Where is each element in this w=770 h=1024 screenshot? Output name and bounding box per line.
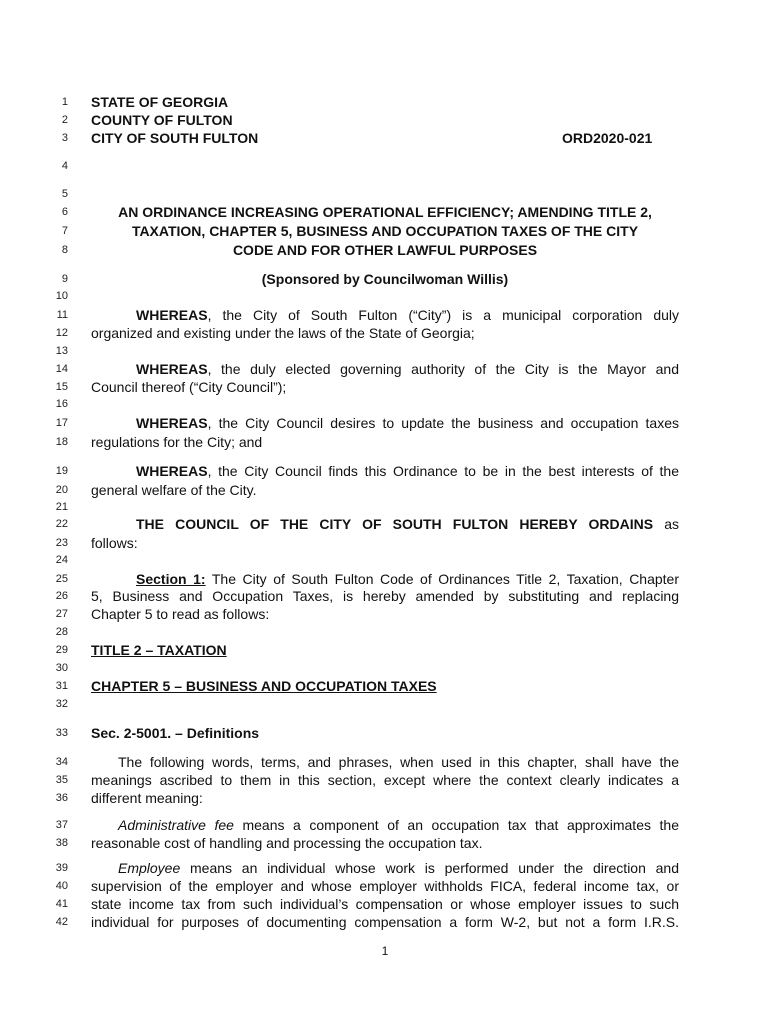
- line-number: 11: [56, 309, 68, 321]
- line-number: 39: [55, 862, 68, 874]
- line-number: 40: [55, 880, 68, 892]
- section1-label: Section 1:: [136, 571, 206, 587]
- section1-line3: Chapter 5 to read as follows:: [91, 606, 270, 622]
- whereas-3-line1: [91, 415, 679, 432]
- ordains-bold: THE COUNCIL OF THE CITY OF SOUTH FULTON HEREBY ORDAINS: [136, 516, 654, 532]
- whereas-2-line1: [91, 361, 679, 378]
- line-number: 30: [55, 662, 68, 674]
- admin-fee-line1: [91, 817, 679, 834]
- ordinance-title-line1: AN ORDINANCE INCREASING OPERATIONAL EFFICIENCY; AMENDING TITLE 2,: [118, 204, 652, 220]
- whereas-1-line1: [91, 307, 679, 324]
- line-number: 1: [61, 96, 68, 108]
- employee-line2: supervision of the employer and whose employer withholds FICA, federal income tax, or: [91, 878, 679, 894]
- admin-fee-term: Administrative fee: [118, 817, 234, 833]
- header-county: COUNTY OF FULTON: [91, 112, 233, 128]
- line-number: 6: [61, 206, 68, 218]
- line-number: 41: [55, 898, 68, 910]
- line-number: 18: [55, 436, 68, 448]
- section1-text: The City of South Fulton Code of Ordinances Title 2, Taxation, Chapter: [205, 571, 680, 587]
- whereas-text: , the City Council desires to update the business and occupation taxes: [207, 415, 679, 431]
- employee-text: means an individual whose work is performed under the direction and: [180, 860, 679, 876]
- header-state: STATE OF GEORGIA: [91, 94, 229, 110]
- line-number: 27: [55, 608, 68, 620]
- line-number: 12: [55, 327, 68, 339]
- line-number: 2: [61, 114, 68, 126]
- whereas-1-line2: organized and existing under the laws of the State of Georgia;: [91, 325, 475, 341]
- line-number: 4: [61, 160, 68, 172]
- line-number: 13: [55, 345, 68, 357]
- admin-fee-text: means a component of an occupation tax that approximates the: [233, 817, 679, 833]
- intro-line1: [91, 754, 679, 771]
- line-number: 31: [55, 680, 68, 692]
- whereas-word: WHEREAS: [136, 463, 208, 479]
- line-number: 10: [55, 290, 68, 302]
- whereas-2-line2: Council thereof (“City Council”);: [91, 379, 287, 395]
- line-number: 14: [55, 363, 68, 375]
- line-number: 42: [55, 916, 68, 928]
- ordinance-title-line3: CODE AND FOR OTHER LAWFUL PURPOSES: [232, 242, 538, 258]
- ordains-line2: follows:: [91, 535, 138, 551]
- intro-text: The following words, terms, and phrases, when used in this chapter, shall have the: [118, 754, 679, 770]
- whereas-word: WHEREAS: [136, 307, 208, 323]
- line-number: 3: [61, 132, 68, 144]
- line-number: 17: [55, 417, 68, 429]
- whereas-text: , the duly elected governing authority of the City is the Mayor and: [207, 361, 679, 377]
- chapter5-heading: CHAPTER 5 – BUSINESS AND OCCUPATION TAXES: [91, 678, 437, 694]
- whereas-word: WHEREAS: [136, 415, 208, 431]
- line-number: 24: [55, 554, 68, 566]
- title2-heading: TITLE 2 – TAXATION: [91, 642, 227, 658]
- employee-line1: [91, 860, 679, 877]
- line-number: 33: [55, 727, 68, 739]
- sponsor-line: (Sponsored by Councilwoman Willis): [261, 271, 509, 287]
- line-number: 8: [61, 244, 68, 256]
- line-number: 16: [55, 398, 68, 410]
- ordains-rest: as: [653, 516, 679, 532]
- employee-line4: individual for purposes of documenting compensation a form W-2, but not a form I.R.S.: [91, 914, 679, 930]
- line-number: 9: [61, 273, 68, 285]
- line-number: 26: [55, 590, 68, 602]
- header-city: CITY OF SOUTH FULTON: [91, 130, 259, 146]
- admin-fee-line2: reasonable cost of handling and processing the occupation tax.: [91, 835, 483, 851]
- line-number: 19: [55, 465, 68, 477]
- line-number: 36: [55, 792, 68, 804]
- line-number: 38: [55, 837, 68, 849]
- whereas-text: , the City Council finds this Ordinance to be in the best interests of the: [207, 463, 679, 479]
- line-number: 35: [55, 774, 68, 786]
- section1-line1: [91, 571, 679, 588]
- line-number: 34: [55, 756, 68, 768]
- whereas-word: WHEREAS: [136, 361, 208, 377]
- whereas-text: , the City of South Fulton (“City”) is a municipal corporation duly: [207, 307, 679, 323]
- employee-term: Employee: [118, 860, 181, 876]
- line-number: 20: [55, 484, 68, 496]
- intro-line3: different meaning:: [91, 790, 203, 806]
- line-number: 21: [55, 501, 68, 513]
- line-number: 7: [61, 225, 68, 237]
- line-number: 5: [61, 188, 68, 200]
- ordinance-number: ORD2020-021: [562, 130, 653, 146]
- line-number: 29: [55, 644, 68, 656]
- intro-line2: meanings ascribed to them in this section, except where the context clearly indicates a: [91, 772, 679, 788]
- line-number: 32: [55, 698, 68, 710]
- line-number: 22: [55, 518, 68, 530]
- ordinance-title-line2: TAXATION, CHAPTER 5, BUSINESS AND OCCUPATION TAXES OF THE CITY: [131, 223, 639, 239]
- whereas-4-line1: [91, 463, 679, 480]
- line-number: 23: [55, 537, 68, 549]
- ordains-line1: [91, 516, 679, 533]
- section1-line2: 5, Business and Occupation Taxes, is hereby amended by substituting and replacing: [91, 588, 679, 604]
- employee-line3: state income tax from such individual’s compensation or whose employer issues to such: [91, 896, 679, 912]
- whereas-3-line2: regulations for the City; and: [91, 434, 263, 450]
- whereas-4-line2: general welfare of the City.: [91, 482, 257, 498]
- line-number: 25: [55, 573, 68, 585]
- line-number: 28: [55, 626, 68, 638]
- section-heading-definitions: Sec. 2-5001. – Definitions: [91, 725, 260, 741]
- line-number: 15: [55, 381, 68, 393]
- line-number: 37: [55, 819, 68, 831]
- page-number: 1: [381, 944, 389, 958]
